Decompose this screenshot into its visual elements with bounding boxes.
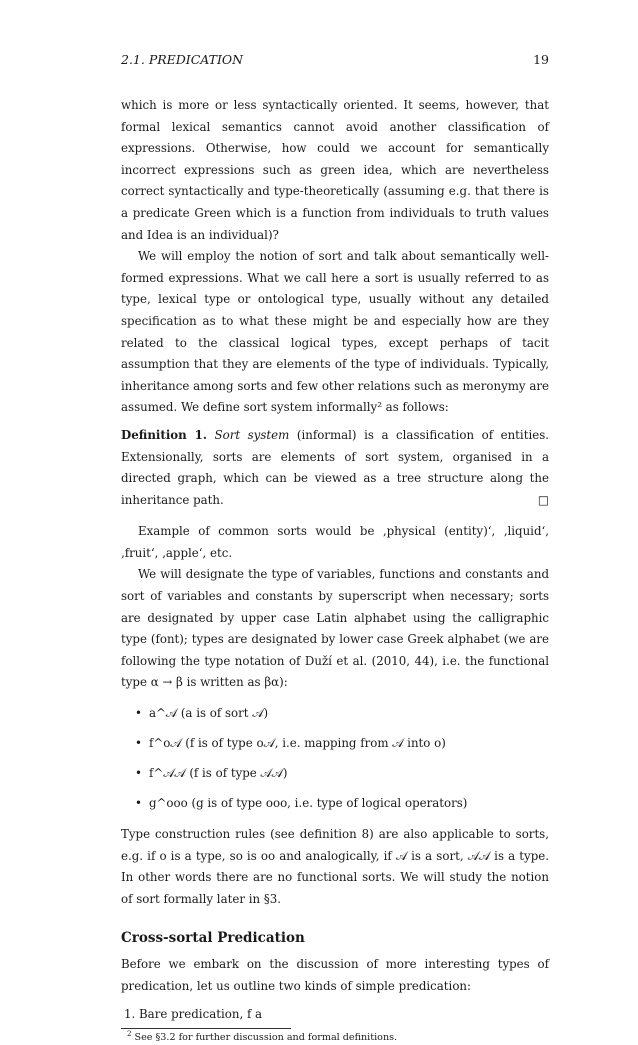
- list-item-text: Bare predication, f a: [139, 1006, 263, 1021]
- paragraph-4: Type construction rules (see definition 8) are also applicable to sorts, e.g. if o is a type, so is oo and analogically, if 𝒜 is a sort, 𝒜𝒜 is a type. In other words there are no functional sorts. We will study the notion of sort formally later in §3.: [121, 827, 549, 906]
- list-item: • f^o𝒜 (f is of type o𝒜, i.e. mapping from 𝒜 into o): [135, 728, 549, 758]
- list-item: • a^𝒜 (a is of sort 𝒜): [135, 698, 549, 728]
- bullet-icon: •: [135, 706, 142, 721]
- paragraph-3: We will designate the type of variables, functions and constants and sort of variables and constants by superscript when necessary; sorts are designated by upper case Latin alphabet using the calligraphic type (font); types are designated by lower case Greek alphabet (we are following the type notation of Duží et al. (2010, 44), i.e. the functional type α → β is written as βα):: [121, 567, 549, 690]
- bullet-icon: •: [135, 736, 142, 751]
- list-item-number: 1.: [124, 1006, 136, 1021]
- list-item: • f^𝒜𝒜 (f is of type 𝒜𝒜): [135, 758, 549, 788]
- running-header-section: 2.1. PREDICATION: [121, 52, 244, 67]
- section-heading: Cross-sortal Predication: [121, 930, 305, 947]
- predication-list: [121, 1004, 549, 1024]
- page: [121, 52, 549, 1045]
- paragraph-2: We will employ the notion of sort and talk about semantically well-formed expressions. What we call here a sort is usually referred to as type, lexical type or ontological type, usually without any detailed specification as to what these might be and especially how are they related to the classical logical types, except perhaps of tacit assumption that they are elements of the type of individuals. Typically, inheritance among sorts and few other relations such as meronymy are assumed. We define sort system informally² as follows:: [121, 249, 549, 415]
- paragraph-1: which is more or less syntactically oriented. It seems, however, that formal lexical semantics cannot avoid another classification of expressions. Otherwise, how could we account for semantically incorrect expressions such as green idea, which are nevertheless correct syntactically and type-theoretically (assuming e.g. that there is a predicate Green which is a function from individuals to truth values and Idea is an individual)?: [121, 98, 549, 242]
- list-item: [124, 1004, 549, 1024]
- definition-term: Sort system: [214, 427, 290, 442]
- running-header: [121, 52, 549, 67]
- definition-label: Definition 1.: [121, 427, 207, 442]
- bullet-icon: •: [135, 766, 142, 781]
- paragraph-5: Before we embark on the discussion of more interesting types of predication, let us outline two kinds of simple predication:: [121, 957, 549, 993]
- qed-box-icon: □: [537, 492, 549, 507]
- footnote-mark: 2: [127, 1029, 132, 1038]
- footnote-rule: [121, 1028, 291, 1029]
- example-paragraph: Example of common sorts would be ‚physical (entity)‘, ‚liquid‘, ‚fruit‘, ‚apple‘, etc.: [121, 524, 549, 560]
- page-number: 19: [533, 52, 549, 67]
- footnote-text: See §3.2 for further discussion and formal definitions.: [134, 1031, 398, 1043]
- definition-text: (informal) is a classification of entities. Extensionally, sorts are elements of sort system, organised in a directed graph, which can be viewed as a tree structure along the inheritance path.: [121, 427, 549, 507]
- notation-list: [121, 698, 549, 818]
- definition-1: [121, 425, 549, 511]
- bullet-icon: •: [135, 796, 142, 811]
- footnote: [127, 1031, 549, 1045]
- list-item: • g^ooo (g is of type ooo, i.e. type of logical operators): [135, 788, 549, 818]
